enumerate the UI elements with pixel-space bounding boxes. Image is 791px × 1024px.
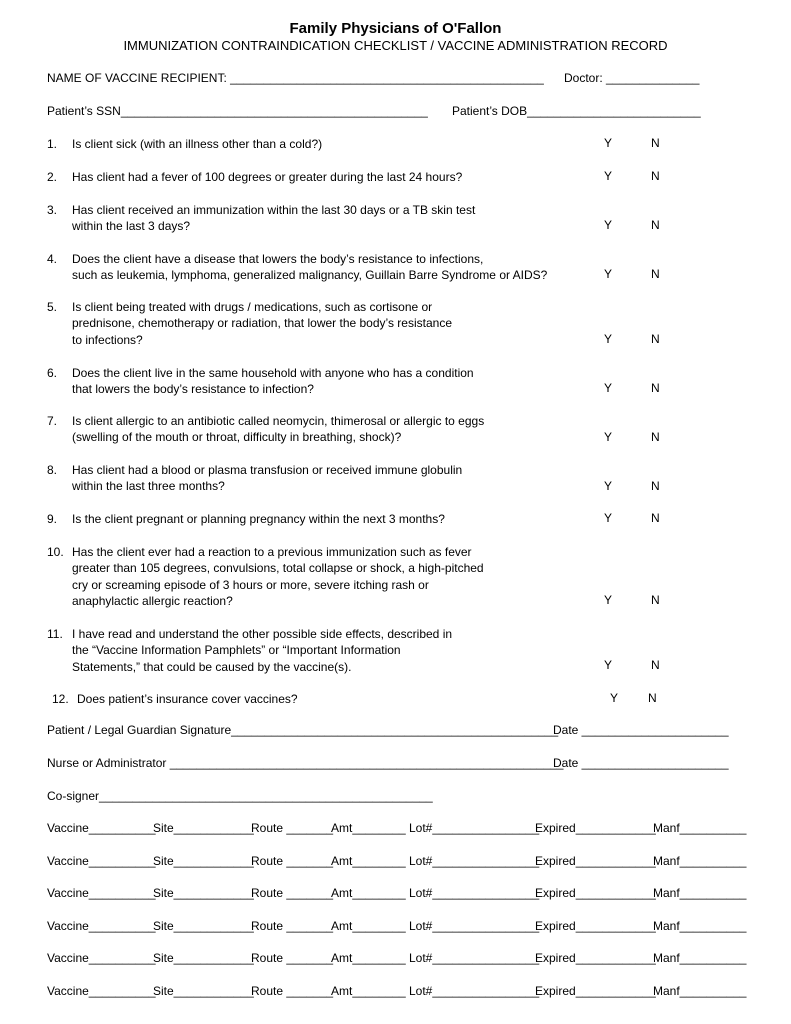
route-field[interactable]: Route _______ (251, 886, 334, 901)
question-text: Has client had a blood or plasma transfusion or received immune globulin (72, 463, 463, 477)
question-9 (47, 511, 587, 527)
lot-field[interactable]: Lot#________________ (409, 853, 540, 868)
vaccine-field[interactable]: Vaccine__________ (47, 918, 156, 933)
vaccine-field[interactable]: Vaccine__________ (47, 853, 156, 868)
yes-option[interactable]: Y (604, 381, 613, 395)
lot-field[interactable]: Lot#________________ (409, 951, 540, 966)
question-5 (47, 299, 587, 348)
question-number: 8. (47, 463, 58, 477)
patient-dob-field[interactable]: Patient’s DOB__________________________ (452, 104, 701, 118)
question-text: Is client allergic to an antibiotic called neomycin, thimerosal or allergic to eggs (72, 414, 485, 428)
site-field[interactable]: Site____________ (153, 918, 254, 933)
nurse-signature-field[interactable]: Nurse or Administrator ___________________________________________________________ (47, 756, 564, 770)
lot-field[interactable]: Lot#________________ (409, 918, 540, 933)
amt-field[interactable]: Amt________ (331, 853, 406, 868)
yes-option[interactable]: Y (610, 691, 619, 705)
question-text: Does the client live in the same household with anyone who has a condition (72, 366, 474, 380)
yes-option[interactable]: Y (604, 136, 613, 150)
no-option[interactable]: N (651, 479, 660, 493)
lot-field[interactable]: Lot#________________ (409, 984, 540, 998)
question-number: 10. (47, 545, 64, 559)
no-option[interactable]: N (651, 430, 660, 444)
expired-field[interactable]: Expired____________ (535, 951, 656, 966)
question-number: 11. (47, 627, 63, 641)
question-text: Does patient’s insurance cover vaccines? (77, 692, 298, 706)
expired-field[interactable]: Expired____________ (535, 984, 656, 998)
route-field[interactable]: Route _______ (251, 984, 334, 998)
nurse-date-field[interactable]: Date ______________________ (553, 756, 729, 770)
manf-field[interactable]: Manf__________ (653, 821, 747, 835)
question-7 (47, 413, 587, 446)
amt-field[interactable]: Amt________ (331, 984, 406, 998)
guardian-signature-field[interactable]: Patient / Legal Guardian Signature_________________________________________________ (47, 723, 559, 737)
no-option[interactable]: N (651, 169, 660, 183)
question-text: Does the client have a disease that lowers the body’s resistance to infections, (72, 252, 484, 266)
question-text: greater than 105 degrees, convulsions, total collapse or shock, a high-pitched (72, 561, 484, 576)
question-text: Has the client ever had a reaction to a previous immunization such as fever (72, 545, 472, 559)
yes-option[interactable]: Y (604, 430, 613, 444)
yes-option[interactable]: Y (604, 218, 613, 232)
no-option[interactable]: N (648, 691, 657, 705)
question-number: 12. (52, 692, 69, 706)
question-text: within the last 3 days? (72, 219, 191, 234)
no-option[interactable]: N (651, 511, 660, 525)
site-field[interactable]: Site____________ (153, 886, 254, 901)
yes-option[interactable]: Y (604, 332, 613, 346)
question-text: anaphylactic allergic reaction? (72, 593, 233, 608)
question-text: such as leukemia, lymphoma, generalized malignancy, Guillain Barre Syndrome or AIDS? (72, 268, 548, 283)
manf-field[interactable]: Manf__________ (653, 853, 747, 868)
vaccine-field[interactable]: Vaccine__________ (47, 821, 156, 835)
question-text: within the last three months? (72, 479, 225, 494)
vaccine-field[interactable]: Vaccine__________ (47, 886, 156, 901)
question-number: 2. (47, 170, 58, 184)
manf-field[interactable]: Manf__________ (653, 984, 747, 998)
question-text: (swelling of the mouth or throat, difficulty in breathing, shock)? (72, 430, 402, 445)
question-number: 5. (47, 300, 58, 314)
question-11 (47, 626, 587, 675)
question-text: cry or screaming episode of 3 hours or more, severe itching rash or (72, 577, 429, 592)
question-6 (47, 365, 587, 398)
expired-field[interactable]: Expired____________ (535, 918, 656, 933)
cosigner-field[interactable]: Co-signer__________________________________________________ (47, 789, 433, 803)
site-field[interactable]: Site____________ (153, 853, 254, 868)
site-field[interactable]: Site____________ (153, 951, 254, 966)
question-text: Is client sick (with an illness other than a cold?) (72, 137, 323, 151)
route-field[interactable]: Route _______ (251, 951, 334, 966)
guardian-date-field[interactable]: Date ______________________ (553, 723, 729, 737)
manf-field[interactable]: Manf__________ (653, 951, 747, 966)
yes-option[interactable]: Y (604, 169, 613, 183)
amt-field[interactable]: Amt________ (331, 886, 406, 901)
no-option[interactable]: N (651, 332, 660, 346)
site-field[interactable]: Site____________ (153, 984, 254, 998)
question-number: 4. (47, 252, 58, 266)
question-text: Has client had a fever of 100 degrees or greater during the last 24 hours? (72, 170, 463, 184)
yes-option[interactable]: Y (604, 267, 613, 281)
question-text: prednisone, chemotherapy or radiation, that lower the body’s resistance (72, 316, 452, 331)
route-field[interactable]: Route _______ (251, 821, 334, 835)
yes-option[interactable]: Y (604, 658, 613, 672)
expired-field[interactable]: Expired____________ (535, 853, 656, 868)
manf-field[interactable]: Manf__________ (653, 886, 747, 901)
no-option[interactable]: N (651, 381, 660, 395)
question-text: to infections? (72, 332, 143, 347)
doctor-field[interactable]: Doctor: ______________ (564, 71, 700, 85)
question-10 (47, 544, 587, 609)
lot-field[interactable]: Lot#________________ (409, 886, 540, 901)
no-option[interactable]: N (651, 136, 660, 150)
amt-field[interactable]: Amt________ (331, 951, 406, 966)
expired-field[interactable]: Expired____________ (535, 821, 656, 835)
question-number: 1. (47, 137, 58, 151)
question-number: 6. (47, 366, 58, 380)
question-2 (47, 169, 587, 185)
amt-field[interactable]: Amt________ (331, 821, 406, 835)
manf-field[interactable]: Manf__________ (653, 918, 747, 933)
recipient-name-field[interactable]: NAME OF VACCINE RECIPIENT: _______________________________________________ (47, 71, 544, 85)
vaccine-field[interactable]: Vaccine__________ (47, 951, 156, 966)
site-field[interactable]: Site____________ (153, 821, 254, 835)
question-text: Is the client pregnant or planning pregnancy within the next 3 months? (72, 512, 445, 526)
page-title: Family Physicians of O'Fallon (289, 20, 502, 37)
no-option[interactable]: N (651, 218, 660, 232)
question-text: Has client received an immunization within the last 30 days or a TB skin test (72, 203, 476, 217)
patient-ssn-field[interactable]: Patient’s SSN______________________________________________ (47, 104, 428, 118)
question-number: 7. (47, 414, 58, 428)
question-8 (47, 462, 587, 495)
question-text: Is client being treated with drugs / medications, such as cortisone or (72, 300, 433, 314)
question-12 (52, 691, 592, 707)
vaccine-field[interactable]: Vaccine__________ (47, 984, 156, 998)
yes-option[interactable]: Y (604, 511, 613, 525)
no-option[interactable]: N (651, 658, 660, 672)
question-4 (47, 251, 587, 284)
route-field[interactable]: Route _______ (251, 853, 334, 868)
no-option[interactable]: N (651, 267, 660, 281)
lot-field[interactable]: Lot#________________ (409, 821, 540, 835)
question-number: 9. (47, 512, 58, 526)
question-text: I have read and understand the other possible side effects, described in (72, 627, 453, 641)
route-field[interactable]: Route _______ (251, 918, 334, 933)
yes-option[interactable]: Y (604, 593, 613, 607)
question-3 (47, 202, 587, 235)
page-subtitle: IMMUNIZATION CONTRAINDICATION CHECKLIST / VACCINE ADMINISTRATION RECORD (123, 38, 668, 53)
question-1 (47, 136, 587, 152)
question-text: the “Vaccine Information Pamphlets” or “Important Information (72, 643, 401, 658)
no-option[interactable]: N (651, 593, 660, 607)
amt-field[interactable]: Amt________ (331, 918, 406, 933)
question-text: Statements,” that could be caused by the vaccine(s). (72, 659, 352, 674)
question-number: 3. (47, 203, 58, 217)
yes-option[interactable]: Y (604, 479, 613, 493)
expired-field[interactable]: Expired____________ (535, 886, 656, 901)
question-text: that lowers the body’s resistance to infection? (72, 382, 314, 397)
